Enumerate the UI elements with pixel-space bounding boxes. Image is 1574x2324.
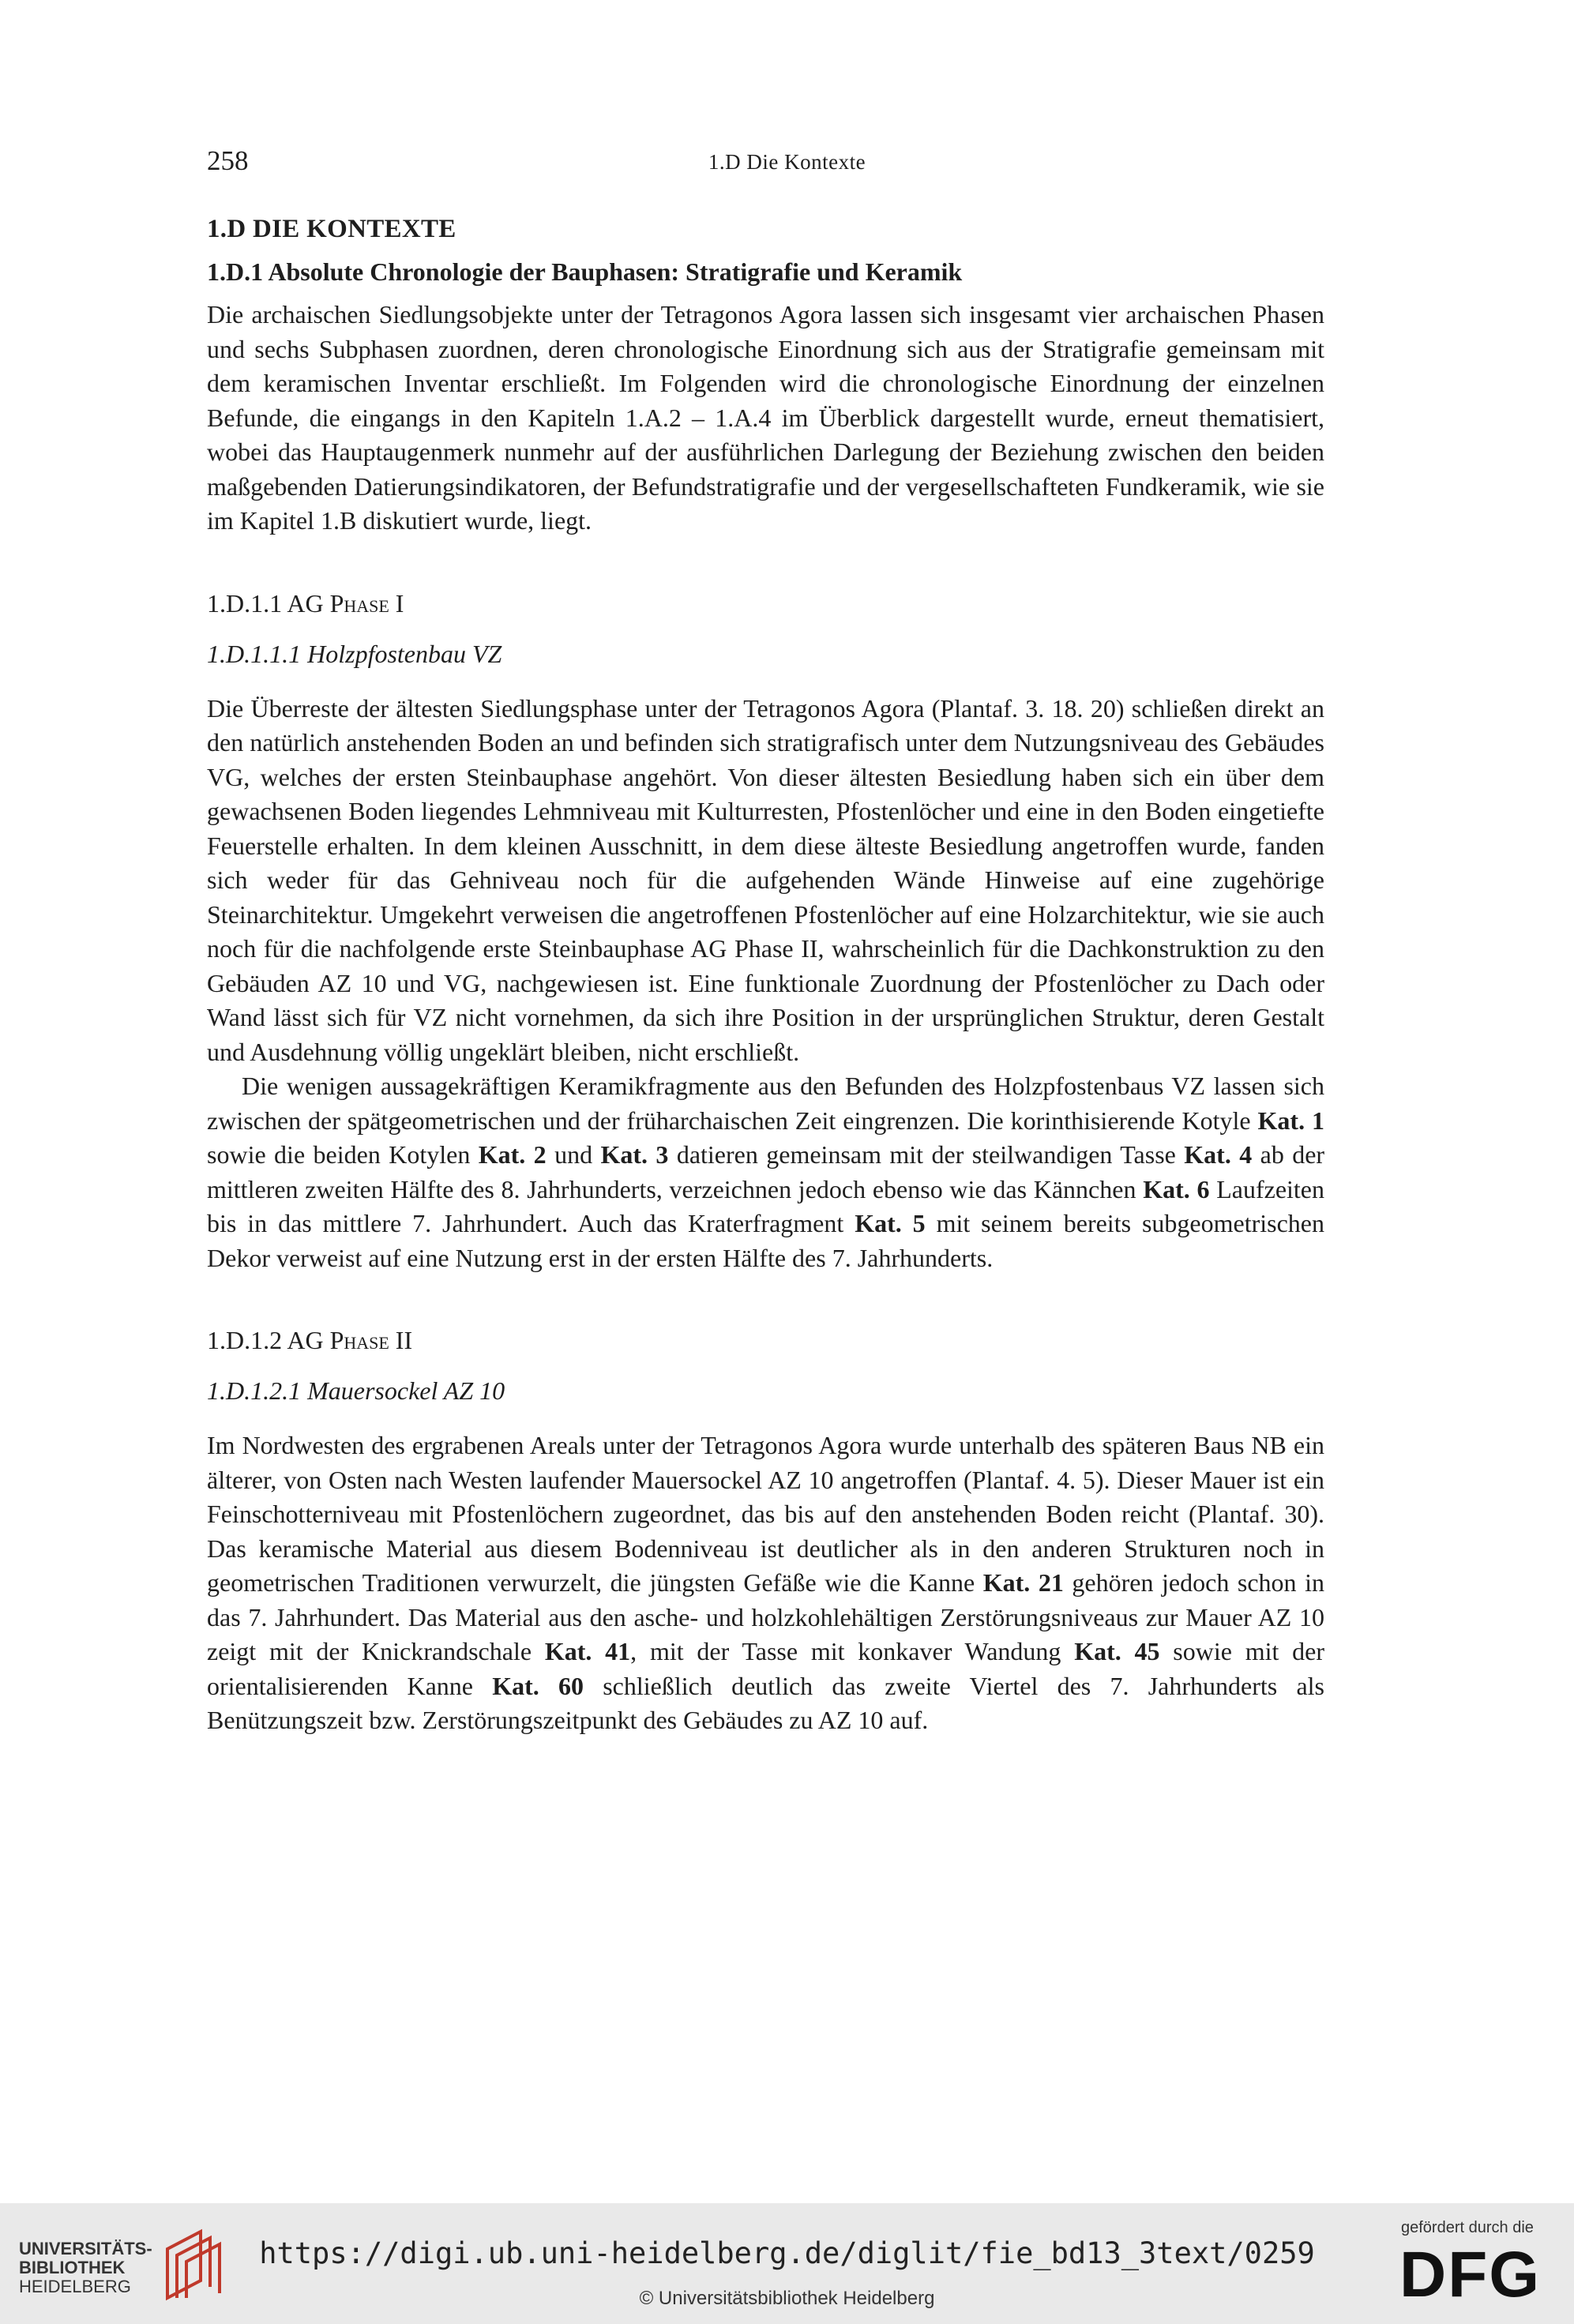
text-run: sowie die beiden Kotylen <box>207 1140 479 1169</box>
copyright-notice: © Universitätsbibliothek Heidelberg <box>639 2288 935 2309</box>
library-name-line2: BIBLIOTHEK <box>19 2258 126 2277</box>
library-name-line3: HEIDELBERG <box>19 2277 131 2296</box>
phase2-label: Phase II <box>329 1326 413 1354</box>
catalogue-ref: Kat. 45 <box>1074 1637 1160 1665</box>
text-run: , mit der Tasse mit konkaver Wandung <box>630 1637 1075 1665</box>
phase2-paragraph <box>207 1429 1324 1738</box>
text-run: schließlich deutlich das zweite Viertel des 7. Jahrhunderts als Benützungszeit bzw. Zerstörungszeitpunkt des Gebäudes zu AZ 10 auf. <box>207 1671 1325 1734</box>
text-run: Die wenigen aussagekräftigen Keramikfragmente aus den Befunden des Holzpfostenbaus VZ lassen sich zwischen der spätgeometrischen und der früharchaischen Zeit eingrenzen. Die korinthisierende Kotyle <box>207 1072 1324 1135</box>
section-title: 1.D.1 Absolute Chronologie der Bauphasen: Stratigrafie und Keramik <box>207 257 963 286</box>
phase1-paragraph-1: Die Überreste der ältesten Siedlungsphase unter der Tetragonos Agora (Plantaf. 3. 18. 20) schließen direkt an den natürlich anstehenden Boden an und befinden sich stratigrafisch unter dem Nutzungsniveau des Gebäudes VG, welches der ersten Steinbauphase angehört. Von dieser ältesten Besiedlung haben sich ein über dem gewachsenen Boden liegendes Lehmniveau mit Kulturresten, Pfostenlöcher und eine in den Boden eingetiefte Feuerstelle erhalten. In dem kleinen Ausschnitt, in dem diese älteste Besiedlung angetroffen wurde, fanden sich weder für das Gehniveau noch für die aufgehenden Wände Hinweise auf eine zugehörige Steinarchitektur. Umgekehrt verweisen die angetroffenen Pfostenlöcher auf eine Holzarchitektur, wie sie auch noch für die nachfolgende erste Steinbauphase AG Phase II, wahrscheinlich für die Dachkonstruktion zu den Gebäuden AZ 10 und VG, nachgewiesen ist. Eine funktionale Zuordnung der Pfostenlöcher zu Dach oder Wand lässt sich für VZ nicht vornehmen, da sich ihre Position in der ursprünglichen Struktur, deren Gestalt und Ausdehnung völlig ungeklärt bleiben, nicht erschließt. <box>207 693 1324 1066</box>
text-run: Im Nordwesten des ergrabenen Areals unter der Tetragonos Agora wurde unterhalb des späteren Baus NB ein älterer, von Osten nach Westen laufender Mauersockel AZ 10 angetroffen (Plantaf. 4. 5). Dieser Mauer ist ein Feinschotterniveau mit Pfostenlöchern zugeordnet, das bis auf den anstehenden Boden reicht (Plantaf. 30). Das keramische Material aus diesem Bodenniveau ist deutlicher als in den anderen Strukturen noch in geometrischen Traditionen verwurzelt, die jüngsten Gefäße wie die Kanne <box>207 1431 1324 1597</box>
phase2-heading <box>207 1326 1324 1376</box>
footer-bar <box>0 2203 1574 2324</box>
catalogue-ref: Kat. 41 <box>544 1637 631 1665</box>
source-url-link[interactable]: https://digi.ub.uni-heidelberg.de/diglit/fie_bd13_3text/0259 <box>259 2236 1315 2270</box>
phase1-subsection-title: 1.D.1.1.1 Holzpfostenbau VZ <box>207 639 502 668</box>
running-head: 1.D Die Kontexte <box>708 150 866 174</box>
text-run: sowie mit der orientalisierenden Kanne <box>207 1637 1325 1700</box>
text-run: und <box>546 1140 601 1169</box>
phase1-heading <box>207 589 1324 640</box>
library-name-line1: UNIVERSITÄTS- <box>19 2239 152 2258</box>
phase2-subsection-title: 1.D.1.2.1 Mauersockel AZ 10 <box>207 1376 505 1405</box>
text-run: ab der mittleren zweiten Hälfte des 8. Jahrhunderts, verzeichnen jedoch ebenso wie das Kännchen <box>207 1140 1325 1203</box>
catalogue-ref: Kat. 2 <box>478 1140 547 1169</box>
text-run: mit seinem bereits subgeometrischen Dekor verweist auf eine Nutzung erst in der ersten Hälfte des 7. Jahrhunderts. <box>207 1209 1324 1272</box>
funding-label: gefördert durch die <box>1401 2219 1534 2236</box>
catalogue-ref: Kat. 3 <box>600 1140 669 1169</box>
chapter-title: 1.D DIE KONTEXTE <box>207 215 456 243</box>
phase1-paragraph-2 <box>207 1069 1324 1275</box>
page-content <box>207 212 1324 1738</box>
text-run: datieren gemeinsam mit der steilwandigen Tasse <box>668 1140 1185 1169</box>
catalogue-ref: Kat. 60 <box>492 1671 584 1700</box>
phase1-label: Phase I <box>329 588 404 618</box>
intro-paragraph: Die archaischen Siedlungsobjekte unter der Tetragonos Agora lassen sich insgesamt vier archaischen Phasen und sechs Subphasen zuordnen, deren chronologische Einordnung sich aus der Stratigrafie gemeinsam mit dem keramischen Inventar erschließt. Im Folgenden wird die chronologische Einordnung der einzelnen Befunde, die eingangs in den Kapiteln 1.A.2 – 1.A.4 im Überblick dargestellt wurde, erneut thematisiert, wobei das Hauptaugenmerk nunmehr auf der ausführlichen Darlegung der Beziehung zwischen den beiden maßgebenden Datierungsindikatoren, der Befundstratigrafie und der vergesellschafteten Fundkeramik, wie sie im Kapitel 1.B diskutiert wurde, liegt. <box>207 300 1324 535</box>
catalogue-ref: Kat. 5 <box>855 1209 926 1237</box>
dfg-logo-icon[interactable]: DFG <box>1399 2239 1542 2311</box>
catalogue-ref: Kat. 6 <box>1143 1174 1210 1203</box>
catalogue-ref: Kat. 4 <box>1184 1140 1253 1169</box>
phase1-number: 1.D.1.1 AG <box>207 588 324 618</box>
phase2-number: 1.D.1.2 AG <box>207 1326 324 1354</box>
catalogue-ref: Kat. 21 <box>982 1568 1064 1597</box>
text-run: Laufzeiten bis in das mittlere 7. Jahrhundert. Auch das Kraterfragment <box>207 1174 1325 1237</box>
catalogue-ref: Kat. 1 <box>1257 1106 1325 1135</box>
text-run: gehören jedoch schon in das 7. Jahrhundert. Das Material aus den asche- und holzkohlehältigen Zerstörungsniveaus zur Mauer AZ 10 zeigt mit der Knickrandschale <box>207 1568 1325 1665</box>
funder-block <box>1390 2219 1564 2318</box>
page-number: 258 <box>207 145 249 176</box>
